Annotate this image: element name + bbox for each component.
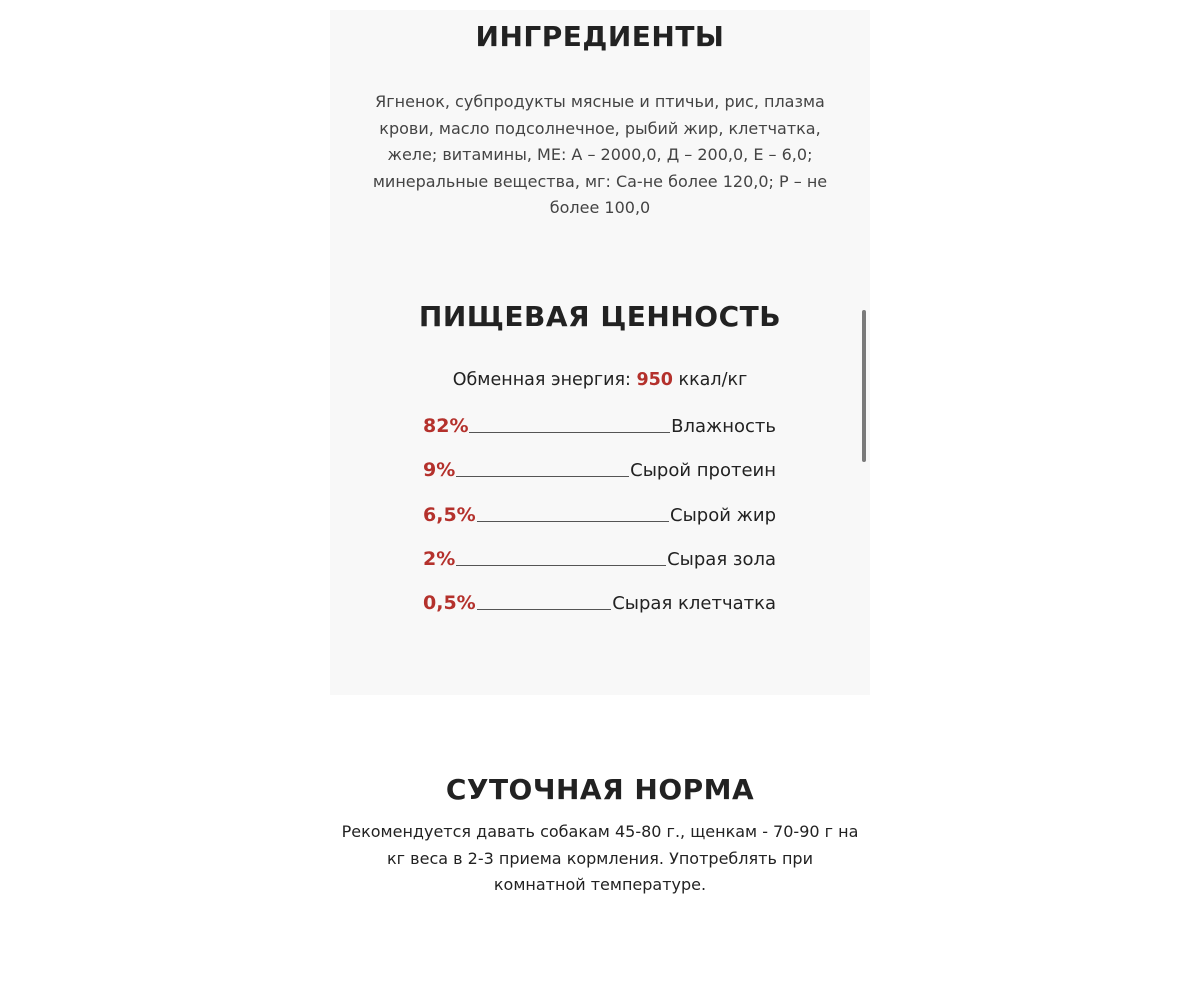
nutrition-row-ash bbox=[423, 548, 776, 592]
energy-value: 950 bbox=[636, 370, 673, 390]
leader-line bbox=[477, 608, 612, 610]
nutrition-percent: 0,5% bbox=[423, 592, 476, 614]
energy-label: Обменная энергия: bbox=[452, 370, 637, 390]
nutrition-percent: 2% bbox=[423, 547, 456, 570]
nutrition-label: Сырая клетчатка bbox=[612, 593, 776, 614]
nutrition-row-moisture bbox=[423, 415, 776, 459]
ingredients-text: Ягненок, субпродукты мясные и птичьи, рис, плазма крови, масло подсолнечное, рыбий жир, клетчатка, желе; витамины, МЕ: А – 2000,0, Д – 200,0, Е – 6,0; минеральные вещества, мг: Са-не более 120,0; Р – не более 100,0 bbox=[372, 92, 828, 217]
energy-unit: ккал/кг bbox=[672, 370, 748, 390]
nutrition-title: ПИЩЕВАЯ ЦЕННОСТЬ bbox=[418, 300, 782, 333]
nutrition-label: Влажность bbox=[671, 416, 776, 437]
ingredients-title: ИНГРЕДИЕНТЫ bbox=[475, 20, 725, 53]
nutrition-row-fiber bbox=[423, 592, 776, 636]
leader-line bbox=[477, 520, 669, 522]
nutrition-label: Сырой протеин bbox=[630, 460, 776, 482]
leader-line bbox=[469, 431, 670, 433]
nutrition-percent: 82% bbox=[423, 415, 469, 437]
nutrition-label: Сырая зола bbox=[667, 548, 776, 570]
nutrition-percent: 9% bbox=[423, 459, 456, 482]
energy-line bbox=[0, 370, 1200, 390]
nutrition-label: Сырой жир bbox=[670, 504, 776, 526]
daily-norm-text: Рекомендуется давать собакам 45-80 г., щенкам - 70-90 г на кг веса в 2-3 приема кормления. Употреблять при комнатной температуре. bbox=[341, 822, 859, 894]
nutrition-row-protein bbox=[423, 459, 776, 503]
nutrition-percent: 6,5% bbox=[423, 503, 476, 526]
daily-norm-title: СУТОЧНАЯ НОРМА bbox=[445, 773, 755, 806]
leader-line bbox=[456, 475, 629, 477]
leader-line bbox=[456, 564, 666, 566]
nutrition-row-fat bbox=[423, 504, 776, 548]
nutrition-list bbox=[423, 415, 776, 636]
